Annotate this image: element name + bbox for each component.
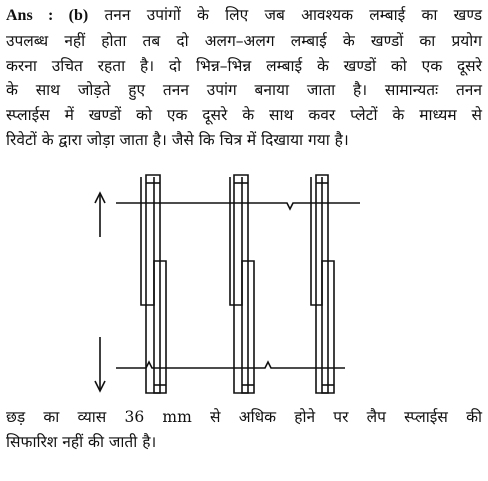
note-line-2: सिफारिश नहीं की जाती है। (6, 432, 157, 451)
answer-paragraph (6, 3, 482, 153)
note-paragraph (6, 405, 482, 455)
lower-bar-line (116, 362, 345, 368)
answer-line-3: करना उचित रहता है। दो भिन्न–भिन्न लम्बाई के खण्डों को एक दूसरे (6, 56, 482, 75)
answer-line-2: उपलब्ध नहीं होता तब दो अलग–अलग लम्बाई के खण्डों का प्रयोग (6, 31, 482, 50)
lap-splice-figure (0, 165, 488, 405)
splice-plate-1 (141, 175, 166, 393)
answer-line-5: स्प्लाईस में खण्डों को एक दूसरे के साथ कवर प्लेटों के माध्यम से (6, 106, 482, 125)
note-line-1: छड़ का व्यास 36 mm से अधिक होने पर लैप स्प्लाईस की (6, 408, 482, 426)
splice-plate-3 (311, 175, 334, 393)
answer-line-1: Ans : (b) तनन उपांगों के लिए जब आवश्यक लम्बाई का खण्ड (6, 6, 483, 24)
answer-line-6: रिवेटों के द्वारा जोड़ा जाता है। जैसे कि चित्र में दिखाया गया है। (6, 130, 349, 149)
downward-tension-arrow (95, 337, 105, 391)
answer-line-4: के साथ जोड़ते हुए तनन उपांग बनाया जाता है। सामान्यतः तनन (6, 81, 482, 100)
answer-label: Ans : (b) (6, 7, 89, 24)
upward-tension-arrow (95, 193, 105, 237)
splice-plate-2 (230, 175, 254, 393)
upper-bar-line (116, 203, 360, 209)
